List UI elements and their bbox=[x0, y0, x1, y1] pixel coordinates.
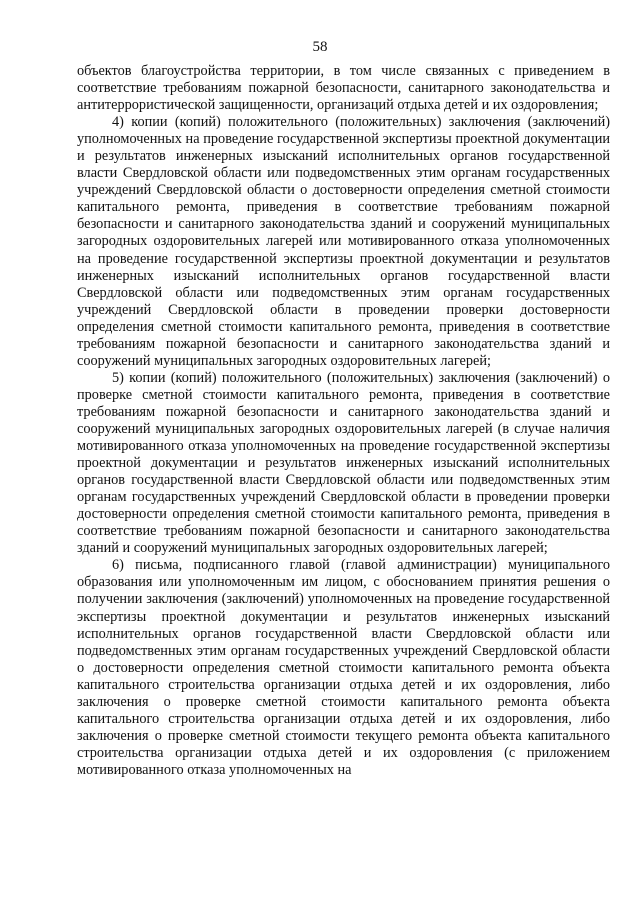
paragraph-continuation: объектов благоустройства территории, в том числе связанных с приведением в соответствие требованиям пожарной безопасности, санитарного законодательства и антитеррористической защищенности, организаций отдыха детей и их оздоровления; bbox=[77, 63, 610, 114]
page-number: 58 bbox=[312, 39, 328, 55]
document-body bbox=[77, 63, 610, 779]
paragraph-item-4: 4) копии (копий) положительного (положительных) заключения (заключений) уполномоченных на проведение государственной экспертизы проектной документации и результатов инженерных изысканий исполнительных органов государственной власти Свердловской области или подведомственных этим органам государственных учреждений Свердловской области о достоверности определения сметной стоимости капитального ремонта, приведения в соответствие требованиям пожарной безопасности и санитарного законодательства зданий и сооружений муниципальных загородных оздоровительных лагерей или мотивированного отказа уполномоченных на проведение государственной экспертизы проектной документации и результатов инженерных изысканий исполнительных органов государственной власти Свердловской области или подведомственных этим органам государственных учреждений Свердловской области в проведении проверки достоверности определения сметной стоимости капитального ремонта, приведения в соответствие требованиям пожарной безопасности и санитарного законодательства зданий и сооружений муниципальных загородных оздоровительных лагерей; bbox=[77, 114, 610, 369]
paragraph-item-6: 6) письма, подписанного главой (главой администрации) муниципального образования или уполномоченным им лицом, с обоснованием принятия решения о получении заключения (заключений) уполномоченных на проведение государственной экспертизы проектной документации и результатов инженерных изысканий исполнительных органов государственной власти Свердловской области или подведомственных этим органам государственных учреждений Свердловской области о достоверности определения сметной стоимости капитального ремонта объекта капитального строительства организации отдыха детей и их оздоровления, либо заключения о проверке сметной стоимости капитального ремонта объекта капитального строительства организации отдыха детей и их оздоровления, либо заключения о проверке сметной стоимости текущего ремонта объекта капитального строительства организации отдыха детей и их оздоровления (с приложением мотивированного отказа уполномоченных на bbox=[77, 557, 610, 778]
paragraph-item-5: 5) копии (копий) положительного (положительных) заключения (заключений) о проверке сметной стоимости капитального ремонта, приведения в соответствие требованиям пожарной безопасности и санитарного законодательства зданий и сооружений муниципальных загородных оздоровительных лагерей (в случае наличия мотивированного отказа уполномоченных на проведение государственной экспертизы проектной документации и результатов инженерных изысканий исполнительных органов государственной власти Свердловской области или подведомственных этим органам государственных учреждений Свердловской области в проведении проверки достоверности определения сметной стоимости капитального ремонта, приведения в соответствие требованиям пожарной безопасности и санитарного законодательства зданий и сооружений муниципальных загородных оздоровительных лагерей; bbox=[77, 369, 610, 557]
